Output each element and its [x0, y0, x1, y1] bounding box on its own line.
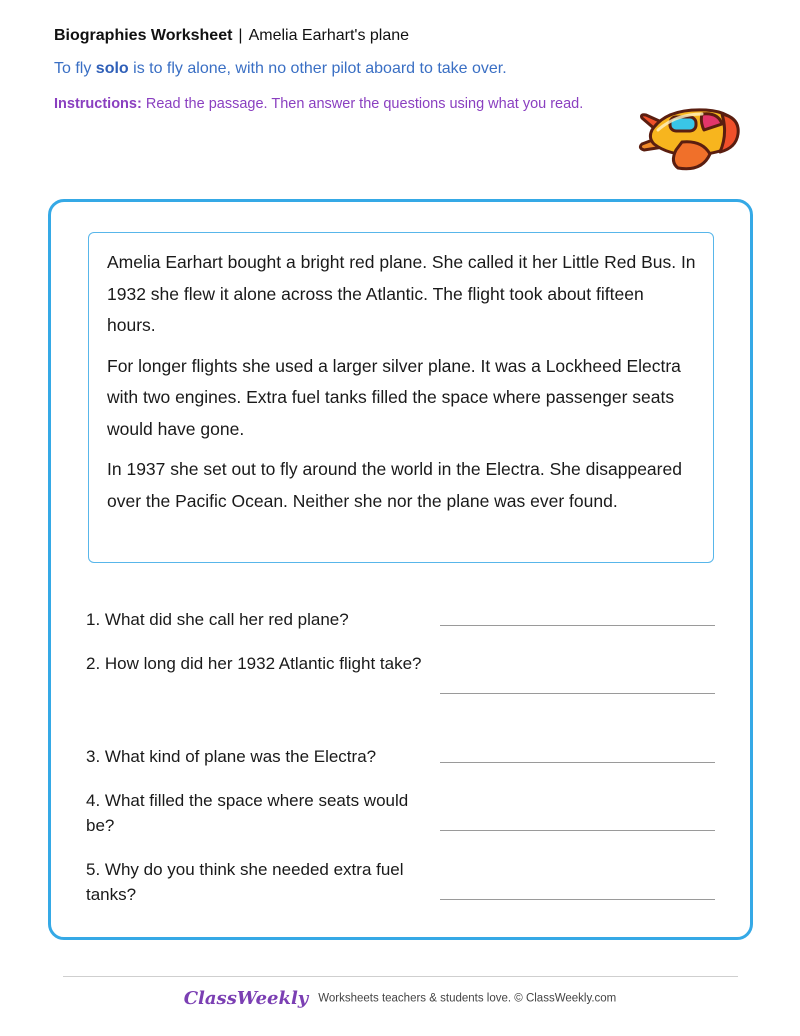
passage-paragraph-1: Amelia Earhart bought a bright red plane. She called it her Little Red Bus. In 1932 she flew it alone across the Atlantic. The flight took about fifteen hours.: [107, 252, 696, 335]
answer-line-2[interactable]: [440, 693, 715, 694]
question-2: 2. How long did her 1932 Atlantic flight take?: [86, 654, 422, 673]
question-4: 4. What filled the space where seats would be?: [86, 791, 409, 835]
worksheet-header: [54, 27, 409, 45]
footer-tagline: Worksheets teachers & students love. © ClassWeekly.com: [318, 992, 617, 1005]
brand-logo: ClassWeekly: [183, 988, 309, 1009]
passage-paragraph-3: In 1937 she set out to fly around the world in the Electra. She disappeared over the Pacific Ocean. Neither she nor the plane was ever found.: [107, 459, 682, 511]
definition-prefix: To fly: [54, 60, 96, 77]
header-separator: |: [238, 27, 243, 44]
worksheet-subtitle: Amelia Earhart's plane: [248, 27, 410, 44]
question-1: 1. What did she call her red plane?: [86, 610, 349, 629]
reading-passage: [88, 232, 714, 563]
cartoon-airplane-icon: [636, 100, 746, 175]
question-5: 5. Why do you think she needed extra fuel tanks?: [86, 860, 404, 904]
footer-divider: [63, 976, 738, 977]
question-3: 3. What kind of plane was the Electra?: [86, 747, 377, 766]
vocabulary-definition: [54, 60, 507, 78]
instructions: [54, 93, 584, 116]
answer-line-3[interactable]: [440, 762, 715, 763]
answer-line-4[interactable]: [440, 830, 715, 831]
instructions-text: Read the passage. Then answer the questions using what you read.: [141, 96, 584, 112]
worksheet-title: Biographies Worksheet: [54, 27, 233, 44]
footer: [0, 988, 800, 1009]
answer-line-5[interactable]: [440, 899, 715, 900]
passage-paragraph-2: For longer flights she used a larger silver plane. It was a Lockheed Electra with two engines. Extra fuel tanks filled the space where passenger seats would have gone.: [107, 355, 681, 439]
definition-suffix: is to fly alone, with no other pilot aboard to take over.: [128, 60, 507, 77]
instructions-label: Instructions:: [54, 96, 142, 112]
definition-term: solo: [95, 60, 129, 77]
answer-line-1[interactable]: [440, 625, 715, 626]
